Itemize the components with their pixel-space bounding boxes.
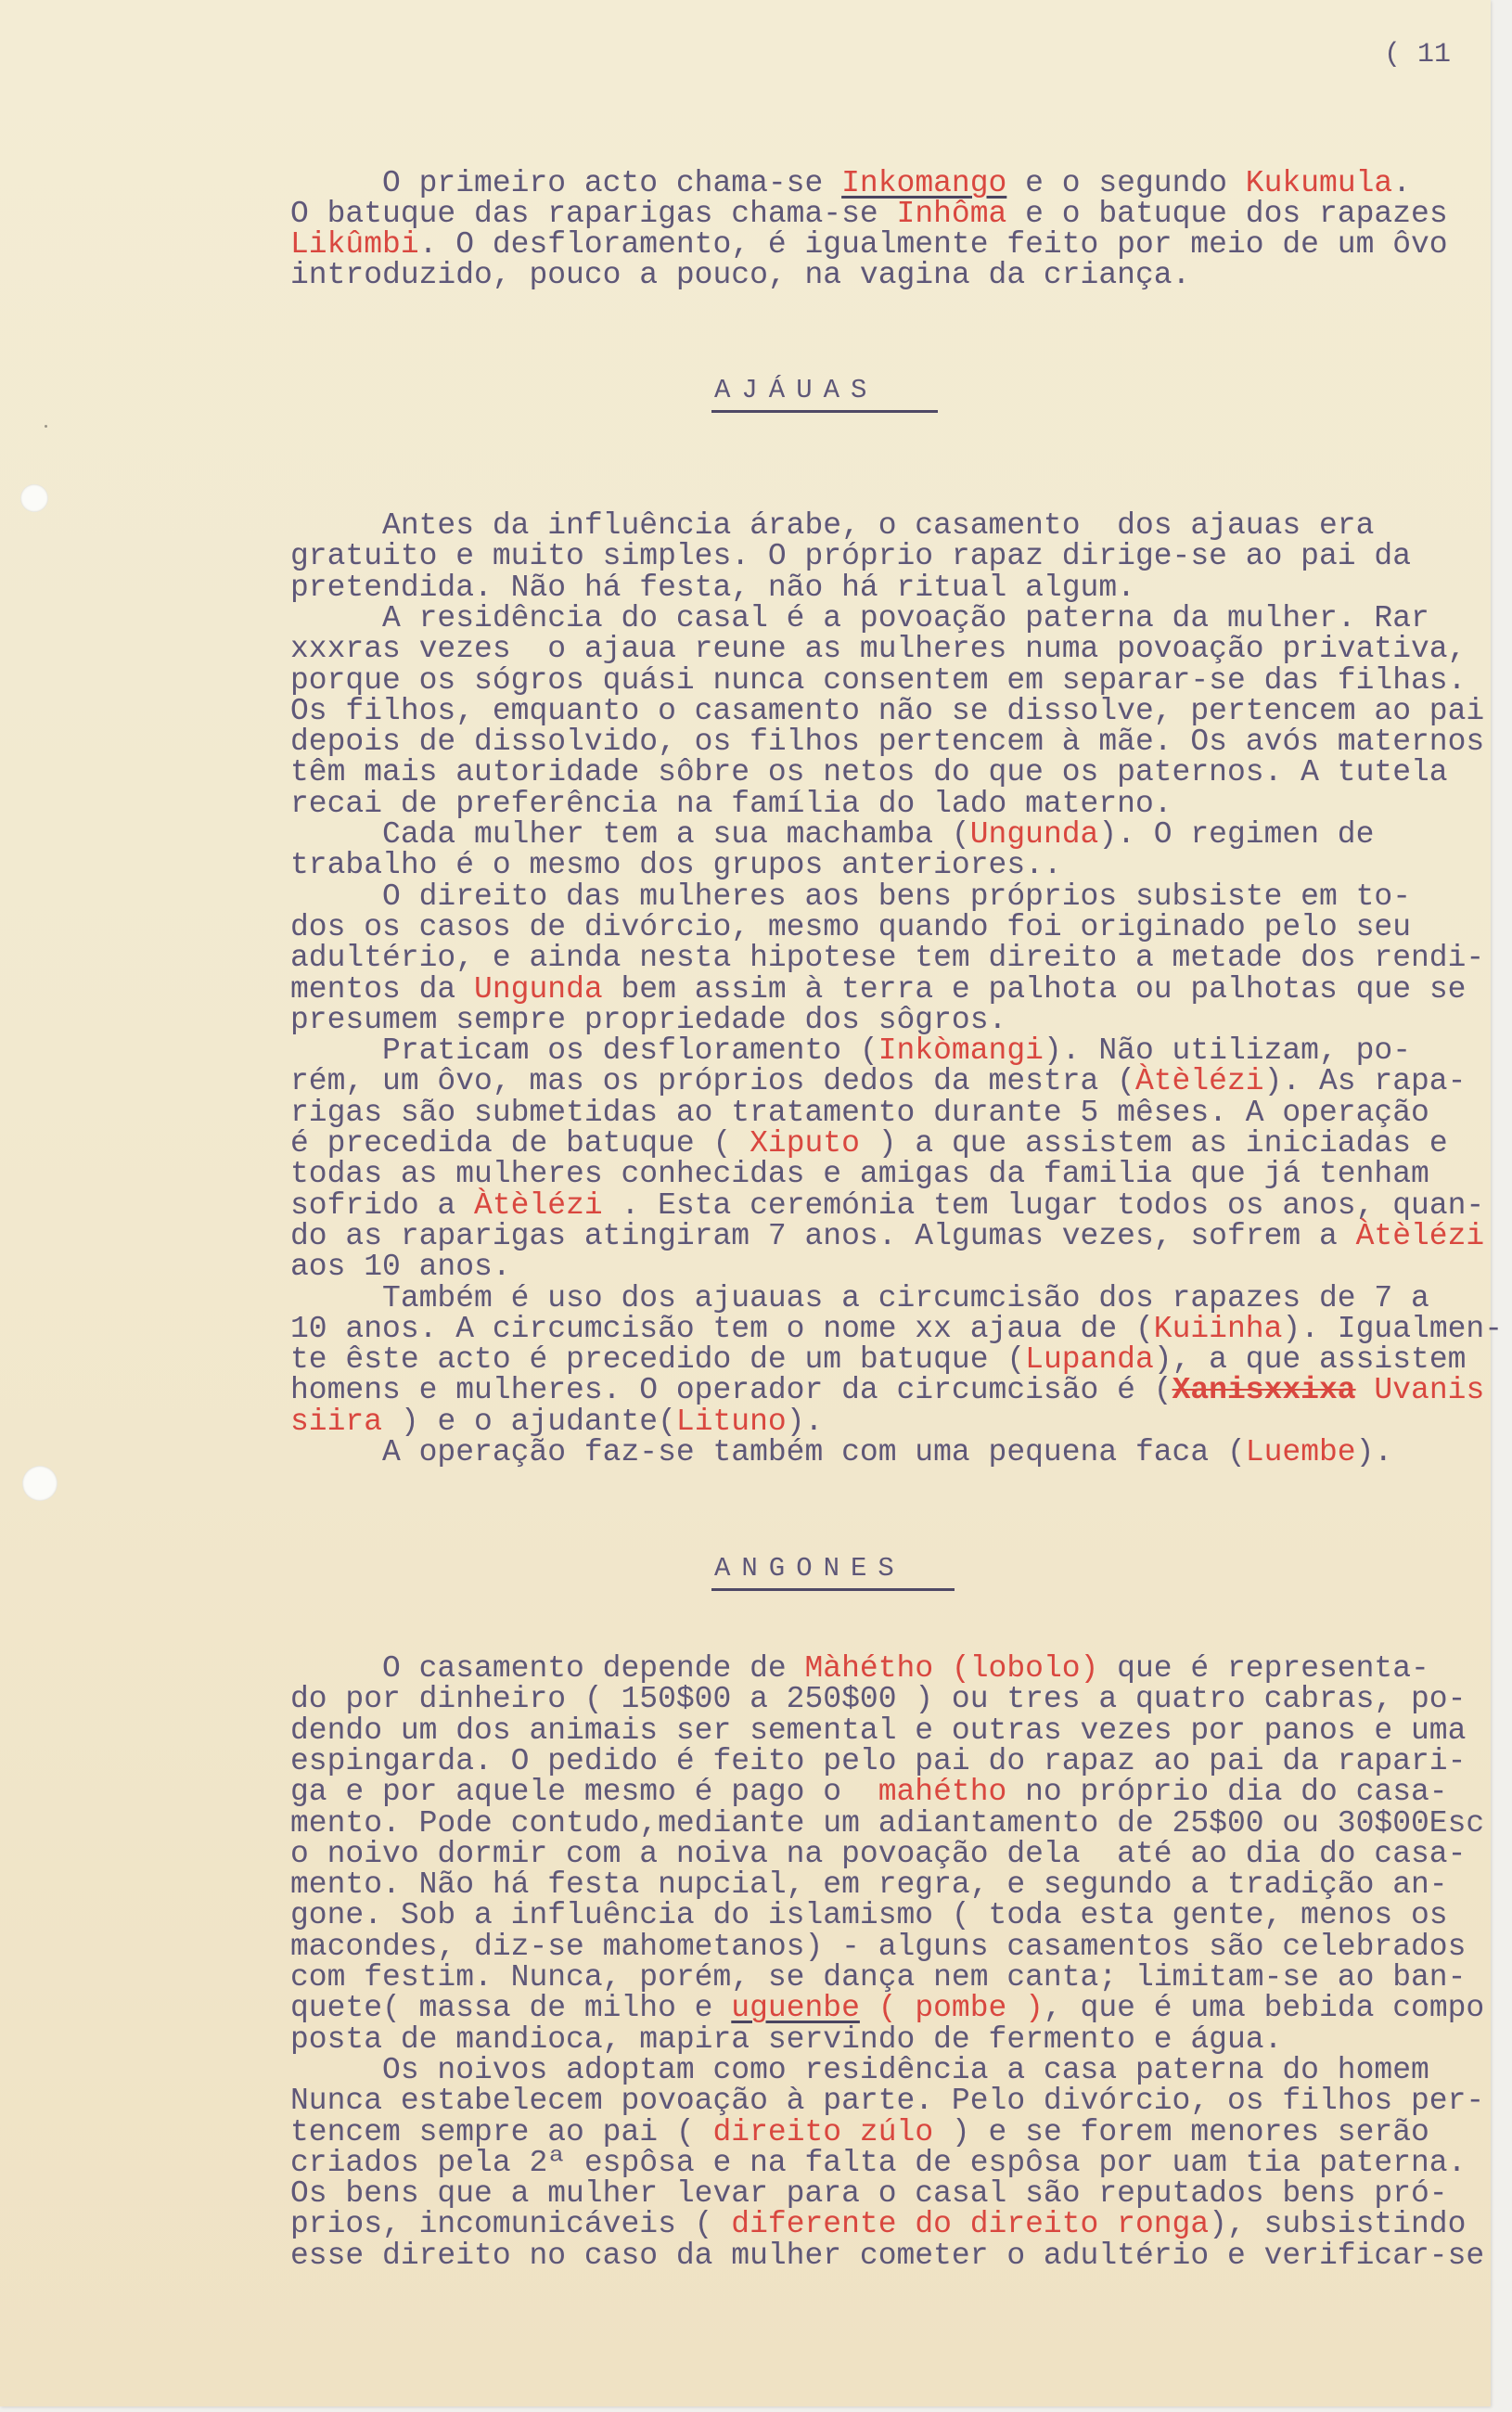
text-line: [290, 600, 1429, 635]
text-line: [290, 2021, 1283, 2057]
text-line: [290, 260, 1190, 290]
text-line: [290, 1033, 1412, 1069]
native-term: Lituno: [675, 1404, 787, 1439]
section-heading-angones: ANGONES: [714, 1553, 905, 1584]
text-line: [290, 510, 1374, 541]
text-line: [290, 539, 1411, 574]
text-run: . O desfloramento, é igualmente feito por meio de um ôvo: [418, 227, 1448, 262]
native-term: mahétho: [878, 1775, 1007, 1810]
text-run: e o batuque dos rapazes: [1006, 197, 1448, 231]
text-run: A operação faz-se também com uma pequena faca (: [290, 1435, 1246, 1469]
text-line: [290, 1743, 1467, 1778]
text-run: macondes, diz-se mahometanos) - alguns casamentos são celebrados: [290, 1929, 1467, 1964]
text-run: Os bens que a mulher levar para o casal são reputados bens pró-: [290, 2176, 1448, 2212]
text-run: introduzido, pouco a pouco, na vagina da criança.: [290, 258, 1191, 292]
text-run: O batuque das raparigas chama-se: [290, 197, 897, 231]
text-run: esse direito no caso da mulher cometer o adultério e verificar-se: [290, 2238, 1485, 2273]
text-run: no próprio dia do casa-: [1006, 1775, 1448, 1810]
text-run: aos 10 anos.: [290, 1250, 511, 1285]
native-term: Luembe: [1245, 1435, 1356, 1469]
text-run: adultério, e ainda nesta hipotese tem direito a metade dos rendi-: [290, 941, 1485, 976]
text-run: ) e o ajudante(: [382, 1404, 676, 1439]
text-run: ) a que assistem as iniciadas e: [859, 1126, 1448, 1161]
section-heading-ajauas: AJÁUAS: [714, 375, 878, 405]
native-term: Likûmbi: [290, 227, 419, 262]
text-run: ), a que assistem: [1153, 1342, 1467, 1378]
native-term: Ungunda: [969, 817, 1099, 852]
text-run: dendo um dos animais ser semental e outras vezes por panos e uma: [290, 1713, 1467, 1748]
text-line: [290, 1066, 1466, 1097]
text-line: [290, 1311, 1504, 1346]
text-line: [290, 1406, 823, 1437]
text-line: [290, 1250, 511, 1285]
text-line: [290, 725, 1485, 760]
text-line: [290, 1931, 1466, 1962]
native-term: Inkomango: [841, 166, 1007, 200]
text-line: [290, 2240, 1484, 2271]
text-run: trabalho é o mesmo dos grupos anteriores..: [290, 848, 1062, 883]
text-line: [290, 2176, 1448, 2212]
heading-underline: [711, 410, 938, 413]
punch-hole-bottom: [22, 1466, 58, 1501]
text-run: com festim. Nunca, porém, se dança nem canta; limitam-se ao ban-: [290, 1960, 1467, 1995]
text-run: ), subsistindo: [1209, 2207, 1467, 2242]
text-line: [290, 971, 1467, 1007]
text-line: [290, 1373, 1485, 1408]
text-run: Cada mulher tem a sua machamba (: [290, 817, 970, 852]
text-run: gone. Sob a influência do islamismo ( toda esta gente, menos os: [290, 1898, 1448, 1933]
margin-mark: [45, 425, 47, 428]
text-run: ) e se forem menores serão: [933, 2114, 1429, 2149]
text-run: ). Igualmen-: [1282, 1311, 1504, 1346]
text-line: [290, 632, 1467, 667]
text-run: posta de mandioca, mapira servindo de fermento e água.: [290, 2021, 1283, 2057]
text-run: ). O regimen de: [1098, 817, 1375, 852]
text-run: sofrido a: [290, 1187, 475, 1223]
text-run: ). As rapa-: [1263, 1064, 1467, 1099]
text-line: [290, 1775, 1448, 1810]
native-term: Kukumula: [1245, 166, 1393, 200]
text-line: [290, 786, 1172, 821]
text-run: .: [1392, 166, 1412, 200]
native-term: Inhôma: [896, 197, 1007, 231]
text-line: [290, 2207, 1467, 2242]
section-body-angones: [290, 1653, 1487, 2284]
text-line: [290, 1991, 1485, 2026]
native-term: Inkòmangi: [878, 1033, 1044, 1069]
text-run: todas as mulheres conhecidas e amigas da familia que já tenham: [290, 1157, 1429, 1192]
native-term: Àtèlézi: [474, 1187, 603, 1223]
native-term: Uvanis: [1374, 1373, 1485, 1408]
text-run: te êste acto é precedido de um batuque (: [290, 1342, 1026, 1378]
text-run: 10 anos. A circumcisão tem o nome xx ajaua de (: [290, 1311, 1154, 1346]
text-line: [290, 1962, 1466, 1993]
text-run: , que é uma bebida compo: [1043, 1991, 1485, 2026]
text-line: [290, 572, 1135, 603]
text-run: e o segundo: [1006, 166, 1246, 200]
text-run: mento. Não há festa nupcial, em regra, e segundo a tradição an-: [290, 1867, 1448, 1903]
text-run: têm mais autoridade sôbre os netos do que os paternos. A tutela: [290, 755, 1448, 790]
text-run: Também é uso dos ajuauas a circumcisão dos rapazes de 7 a: [290, 1280, 1429, 1315]
text-run: dos os casos de divórcio, mesmo quando foi originado pelo seu: [290, 909, 1411, 944]
text-run: do as raparigas atingiram 7 anos. Algumas vezes, sofrem a: [290, 1218, 1356, 1253]
text-run: ga e por aquele mesmo é pago o: [290, 1775, 878, 1810]
text-run: presumem sempre propriedade dos sôgros.: [290, 1002, 1007, 1037]
text-line: [290, 1653, 1429, 1684]
text-line: [290, 1900, 1448, 1931]
text-run: prios, incomunicáveis (: [290, 2207, 732, 2242]
native-term: uguenbe: [731, 1991, 860, 2026]
text-run: criados pela 2ª espôsa e na falta de espôsa por uam tia paterna.: [290, 2145, 1467, 2180]
text-run: mento. Pode contudo,mediante um adiantamento de 25$00 ou 30$00Esc: [290, 1805, 1485, 1841]
page-number: ( 11: [1384, 39, 1452, 71]
text-line: [290, 1218, 1485, 1253]
text-line: [290, 2084, 1485, 2119]
text-line: [290, 2145, 1467, 2180]
text-run: Antes da influência árabe, o casamento dos ajauas era: [290, 508, 1375, 543]
text-run: gratuito e muito simples. O próprio rapaz dirige-se ao pai da: [290, 539, 1411, 574]
text-run: bem assim à terra e palhota ou palhotas que se: [602, 971, 1467, 1007]
text-run: Praticam os desfloramento (: [290, 1033, 878, 1069]
intro-paragraph: [290, 168, 1487, 298]
text-line: [290, 881, 1411, 912]
text-line: [290, 1437, 1392, 1468]
text-line: [290, 1280, 1429, 1315]
text-line: [290, 1805, 1485, 1841]
text-run: que é representa-: [1098, 1651, 1429, 1686]
text-run: ).: [1355, 1435, 1393, 1469]
text-run: recai de preferência na família do lado materno.: [290, 786, 1172, 821]
text-run: mentos da: [290, 971, 475, 1007]
native-term: Xiputo: [750, 1126, 860, 1161]
text-run: O primeiro acto chama-se: [290, 166, 842, 200]
text-run: o noivo dormir com a noiva na povoação dela até ao dia do casa-: [290, 1836, 1467, 1871]
text-run: ).: [786, 1404, 824, 1439]
text-line: [290, 1867, 1448, 1903]
text-line: [290, 757, 1448, 788]
text-line: [290, 2052, 1429, 2087]
text-line: [290, 1002, 1007, 1037]
native-term: Kuiinha: [1153, 1311, 1283, 1346]
native-term: Màhétho (lobolo): [804, 1651, 1099, 1686]
text-line: [290, 1682, 1467, 1717]
heading-underline: [711, 1588, 955, 1591]
text-run: xxxras vezes o ajaua reune as mulheres numa povoação privativa,: [290, 632, 1467, 667]
text-line: [290, 819, 1374, 850]
native-term: Àtèlézi: [1355, 1218, 1485, 1253]
text-run: Nunca estabelecem povoação à parte. Pelo divórcio, os filhos per-: [290, 2084, 1485, 2119]
text-run: [1356, 1373, 1375, 1407]
text-line: [290, 662, 1467, 698]
text-line: [290, 199, 1448, 229]
text-line: [290, 2114, 1429, 2149]
text-run: depois de dissolvido, os filhos pertencem à mãe. Os avós maternos: [290, 725, 1485, 760]
text-line: [290, 941, 1485, 976]
text-line: [290, 1715, 1466, 1746]
text-run: rém, um ôvo, mas os próprios dedos da mestra (: [290, 1064, 1135, 1099]
native-term: diferente do direito ronga: [731, 2207, 1210, 2242]
text-run: ). Não utilizam, po-: [1043, 1033, 1412, 1069]
text-run: Os noivos adoptam como residência a casa paterna do homem: [290, 2052, 1429, 2087]
text-run: porque os sógros quási nunca consentem em separar-se das filhas.: [290, 662, 1467, 698]
text-run: Os filhos, emquanto o casamento não se dissolve, pertencem ao pai: [290, 693, 1485, 728]
text-run: tencem sempre ao pai (: [290, 2114, 713, 2149]
text-run: é precedida de batuque (: [290, 1126, 750, 1161]
text-line: [290, 1187, 1485, 1223]
text-line: [290, 1836, 1467, 1871]
native-term: Lupanda: [1025, 1342, 1154, 1378]
text-line: [290, 1342, 1467, 1378]
text-run: O casamento depende de: [290, 1651, 805, 1686]
text-line: [290, 1097, 1429, 1128]
text-run: homens e mulheres. O operador da circumcisão é (: [290, 1373, 1172, 1408]
native-term: direito zúlo: [712, 2114, 934, 2149]
text-run: O direito das mulheres aos bens próprios subsiste em to-: [290, 879, 1411, 914]
text-run: A residência do casal é a povoação paterna da mulher. Rar: [290, 600, 1429, 635]
text-run: [860, 1991, 878, 2025]
text-line: [290, 168, 1411, 199]
text-run: rigas são submetidas ao tratamento durante 5 mêses. A operação: [290, 1095, 1429, 1130]
text-line: [290, 229, 1448, 260]
text-line: [290, 1157, 1429, 1192]
section-body-ajauas: [290, 508, 1504, 1475]
text-run: . Esta ceremónia tem lugar todos os anos, quan-: [602, 1187, 1485, 1223]
native-term: ( pombe ): [878, 1991, 1044, 2026]
text-run: pretendida. Não há festa, não há ritual algum.: [290, 570, 1135, 605]
native-term: siira: [290, 1404, 383, 1439]
punch-hole-top: [20, 484, 48, 512]
struck-term: Xanisxxixa: [1172, 1373, 1356, 1408]
text-line: [290, 909, 1411, 944]
text-run: espingarda. O pedido é feito pelo pai do rapaz ao pai da rapari-: [290, 1743, 1467, 1778]
text-run: do por dinheiro ( 150$00 a 250$00 ) ou tres a quatro cabras, po-: [290, 1682, 1467, 1717]
text-line: [290, 1128, 1448, 1159]
text-run: quete( massa de milho e: [290, 1991, 732, 2026]
text-line: [290, 693, 1485, 728]
native-term: Ungunda: [474, 971, 603, 1007]
native-term: Àtèlézi: [1134, 1064, 1264, 1099]
text-line: [290, 848, 1062, 883]
